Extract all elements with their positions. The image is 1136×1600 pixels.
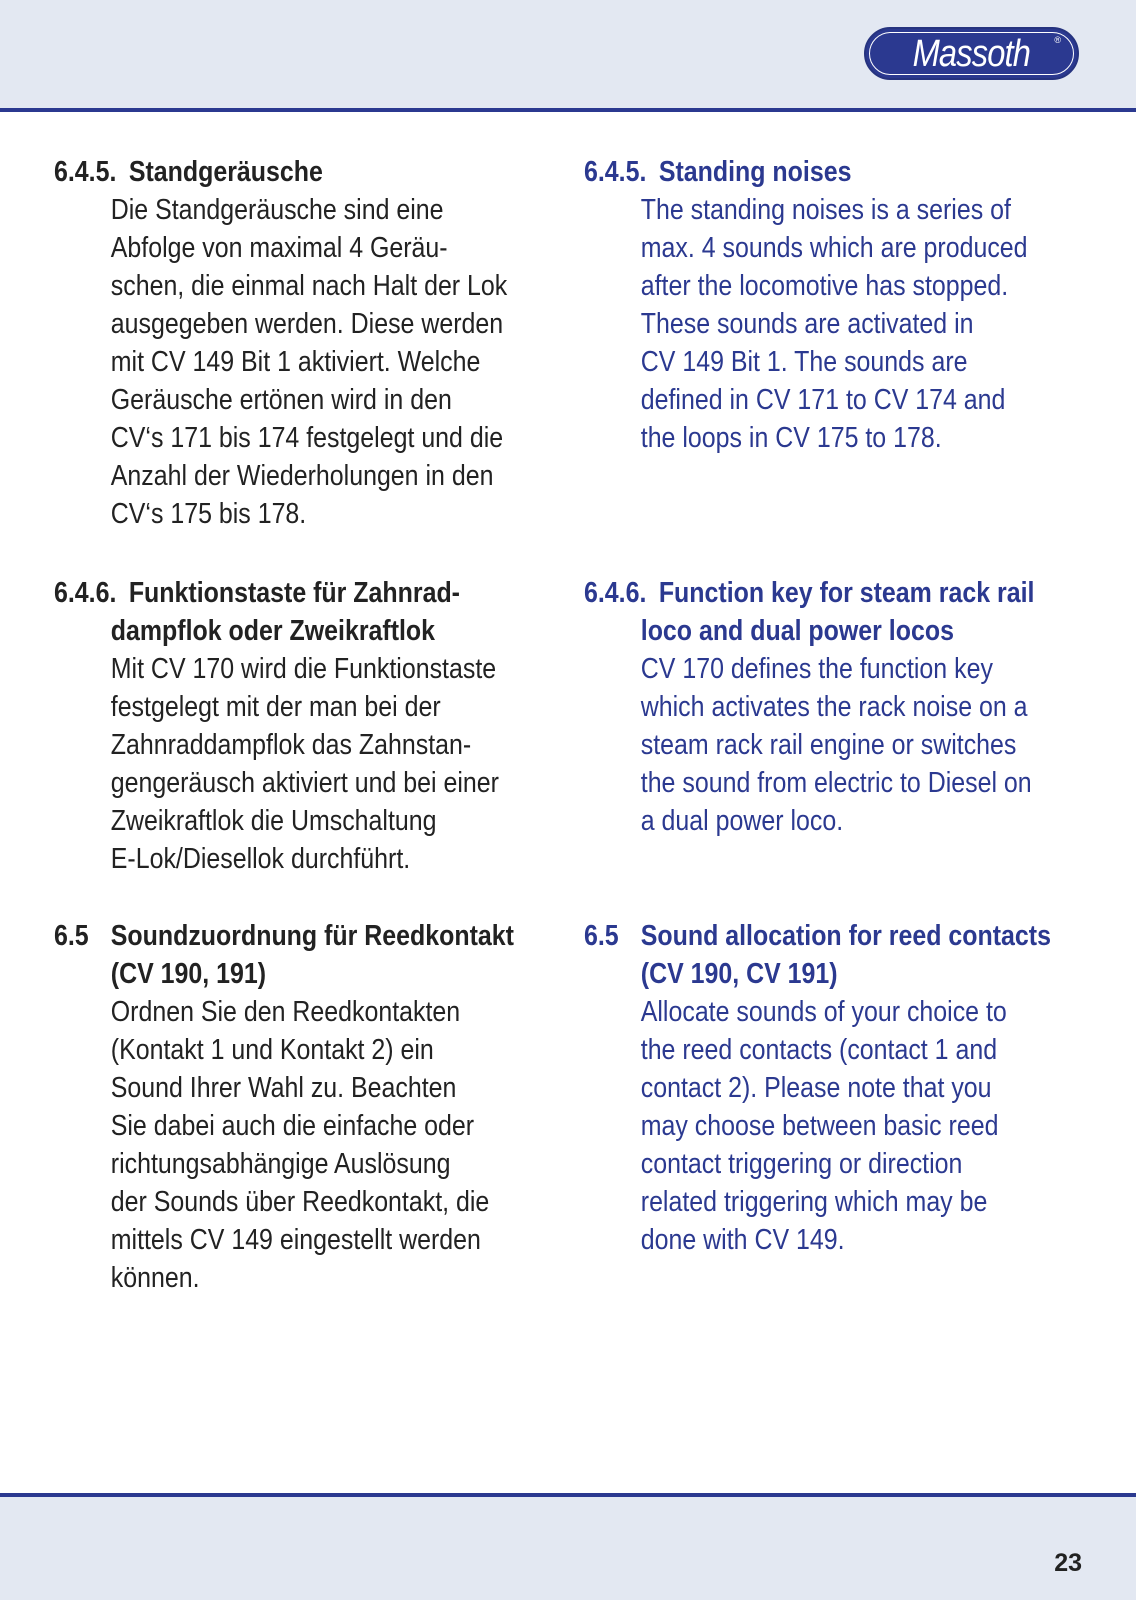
section-title: Sound allocation for reed contacts xyxy=(640,920,1051,952)
body-line: Geräusche ertönen wird in den xyxy=(110,384,452,416)
section-body xyxy=(54,993,627,1297)
section-title: Standing noises xyxy=(658,156,852,188)
body-line: gengeräusch aktiviert und bei einer xyxy=(110,767,499,799)
section-en-6-5 xyxy=(584,917,1104,1259)
body-line: CV 170 defines the function key xyxy=(640,653,993,685)
section-de-6-4-5 xyxy=(54,153,574,533)
section-title: Standgeräusche xyxy=(128,156,323,188)
body-line: können. xyxy=(110,1262,200,1294)
section-de-6-5 xyxy=(54,917,574,1297)
section-heading xyxy=(584,574,1136,650)
section-title: (CV 190, 191) xyxy=(110,958,267,990)
footer-band xyxy=(0,1497,1136,1600)
body-line: Zweikraftlok die Umschaltung xyxy=(110,805,437,837)
section-title: (CV 190, CV 191) xyxy=(640,958,838,990)
body-line: Abfolge von maximal 4 Geräu- xyxy=(110,232,448,264)
section-title: dampflok oder Zweikraftlok xyxy=(110,615,436,647)
body-line: Ordnen Sie den Reedkontakten xyxy=(110,996,461,1028)
body-line: Die Standgeräusche sind eine xyxy=(110,194,444,226)
section-number: 6.4.6. xyxy=(584,577,647,609)
registered-mark: ® xyxy=(1054,35,1061,45)
body-line: mit CV 149 Bit 1 aktiviert. Welche xyxy=(110,346,481,378)
section-number: 6.4.5. xyxy=(584,156,647,188)
section-heading xyxy=(54,153,627,191)
body-line: der Sounds über Reedkontakt, die xyxy=(110,1186,490,1218)
body-line: the reed contacts (contact 1 and xyxy=(640,1034,998,1066)
body-line: contact triggering or direction xyxy=(640,1148,963,1180)
body-line: may choose between basic reed xyxy=(640,1110,999,1142)
section-title: Soundzuordnung für Reedkontakt xyxy=(110,920,514,952)
body-line: Anzahl der Wiederholungen in den xyxy=(110,460,494,492)
body-line: steam rack rail engine or switches xyxy=(640,729,1017,761)
body-line: which activates the rack noise on a xyxy=(640,691,1028,723)
body-line: related triggering which may be xyxy=(640,1186,988,1218)
section-heading xyxy=(584,917,1136,993)
section-title: loco and dual power locos xyxy=(640,615,954,647)
body-line: defined in CV 171 to CV 174 and xyxy=(640,384,1006,416)
body-line: Allocate sounds of your choice to xyxy=(640,996,1007,1028)
body-line: Sound Ihrer Wahl zu. Beachten xyxy=(110,1072,457,1104)
body-line: CV‘s 171 bis 174 festgelegt und die xyxy=(110,422,504,454)
body-line: contact 2). Please note that you xyxy=(640,1072,992,1104)
body-line: richtungsabhängige Auslösung xyxy=(110,1148,451,1180)
body-line: the sound from electric to Diesel on xyxy=(640,767,1032,799)
section-title: Funktionstaste für Zahnrad- xyxy=(128,577,460,609)
header-rule xyxy=(0,108,1136,112)
body-line: done with CV 149. xyxy=(640,1224,845,1256)
section-en-6-4-6 xyxy=(584,574,1104,840)
section-body xyxy=(54,191,627,533)
section-heading xyxy=(54,917,627,993)
body-line: Zahnraddampflok das Zahnstan- xyxy=(110,729,472,761)
section-en-6-4-5 xyxy=(584,153,1104,457)
body-line: schen, die einmal nach Halt der Lok xyxy=(110,270,508,302)
body-line: a dual power loco. xyxy=(640,805,844,837)
section-number: 6.5 xyxy=(54,920,89,952)
body-line: the loops in CV 175 to 178. xyxy=(640,422,942,454)
section-number: 6.5 xyxy=(584,920,619,952)
body-line: mittels CV 149 eingestellt werden xyxy=(110,1224,481,1256)
logo-text: Massoth xyxy=(912,32,1031,75)
body-line: These sounds are activated in xyxy=(640,308,974,340)
section-heading xyxy=(54,574,627,650)
body-line: E-Lok/Diesellok durchführt. xyxy=(110,843,411,875)
section-body xyxy=(584,650,1136,840)
section-body xyxy=(54,650,627,878)
body-line: CV 149 Bit 1. The sounds are xyxy=(640,346,968,378)
body-line: max. 4 sounds which are produced xyxy=(640,232,1028,264)
section-body xyxy=(584,191,1136,457)
body-line: The standing noises is a series of xyxy=(640,194,1011,226)
body-line: festgelegt mit der man bei der xyxy=(110,691,441,723)
body-line: (Kontakt 1 und Kontakt 2) ein xyxy=(110,1034,434,1066)
section-de-6-4-6 xyxy=(54,574,574,878)
massoth-logo xyxy=(864,27,1079,80)
body-line: CV‘s 175 bis 178. xyxy=(110,498,307,530)
section-title: Function key for steam rack rail xyxy=(658,577,1035,609)
section-number: 6.4.5. xyxy=(54,156,117,188)
body-line: Mit CV 170 wird die Funktionstaste xyxy=(110,653,497,685)
section-number: 6.4.6. xyxy=(54,577,117,609)
page-number: 23 xyxy=(1054,1549,1082,1577)
section-heading xyxy=(584,153,1136,191)
body-line: ausgegeben werden. Diese werden xyxy=(110,308,504,340)
body-line: Sie dabei auch die einfache oder xyxy=(110,1110,475,1142)
body-line: after the locomotive has stopped. xyxy=(640,270,1009,302)
section-body xyxy=(584,993,1136,1259)
